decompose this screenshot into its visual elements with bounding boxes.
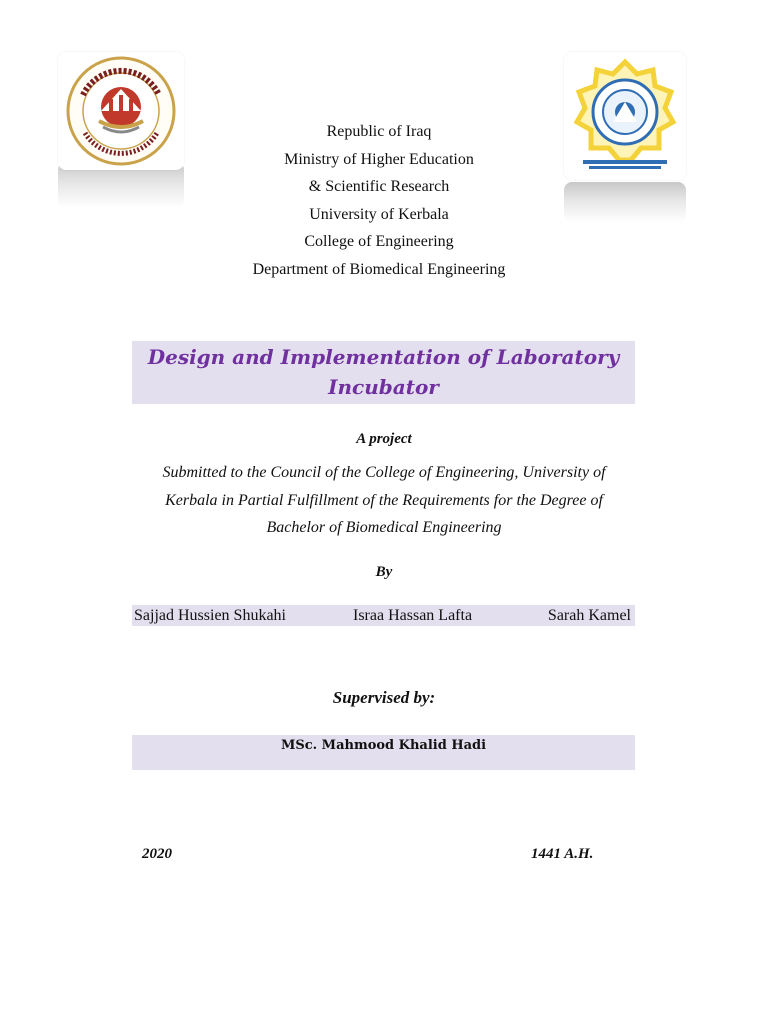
by-label: By xyxy=(375,564,393,580)
hijri-year: 1441 A.H. xyxy=(531,846,594,862)
submission-statement xyxy=(140,459,628,542)
author-name: Sajjad Hussien Shukahi xyxy=(134,607,286,624)
submission-line-2: Kerbala in Partial Fulfillment of the Requirements for the Degree of xyxy=(165,491,603,509)
institution-header xyxy=(0,118,768,283)
submission-line-1: Submitted to the Council of the College of Engineering, University of xyxy=(162,464,606,481)
submission-line-3: Bachelor of Biomedical Engineering xyxy=(266,519,502,536)
authors-row xyxy=(132,605,635,626)
header-line-research: & Scientific Research xyxy=(308,178,450,195)
author-name: Sarah Kamel xyxy=(547,607,631,624)
title-line-2: Incubator xyxy=(328,375,439,399)
header-line-department: Department of Biomedical Engineering xyxy=(252,260,506,278)
supervised-label: Supervised by: xyxy=(332,688,436,707)
header-line-university: University of Kerbala xyxy=(309,205,449,223)
gregorian-year: 2020 xyxy=(142,846,172,862)
header-line-college: College of Engineering xyxy=(304,233,454,250)
header-line-ministry: Ministry of Higher Education xyxy=(284,150,474,168)
project-label: A project xyxy=(356,431,412,447)
author-name: Israa Hassan Lafta xyxy=(353,607,473,624)
title-line-1: Design and Implementation of Laboratory xyxy=(147,345,620,369)
supervisor-name: MSc. Mahmood Khalid Hadi xyxy=(132,735,635,770)
header-line-country: Republic of Iraq xyxy=(326,123,432,140)
project-title xyxy=(132,341,635,404)
